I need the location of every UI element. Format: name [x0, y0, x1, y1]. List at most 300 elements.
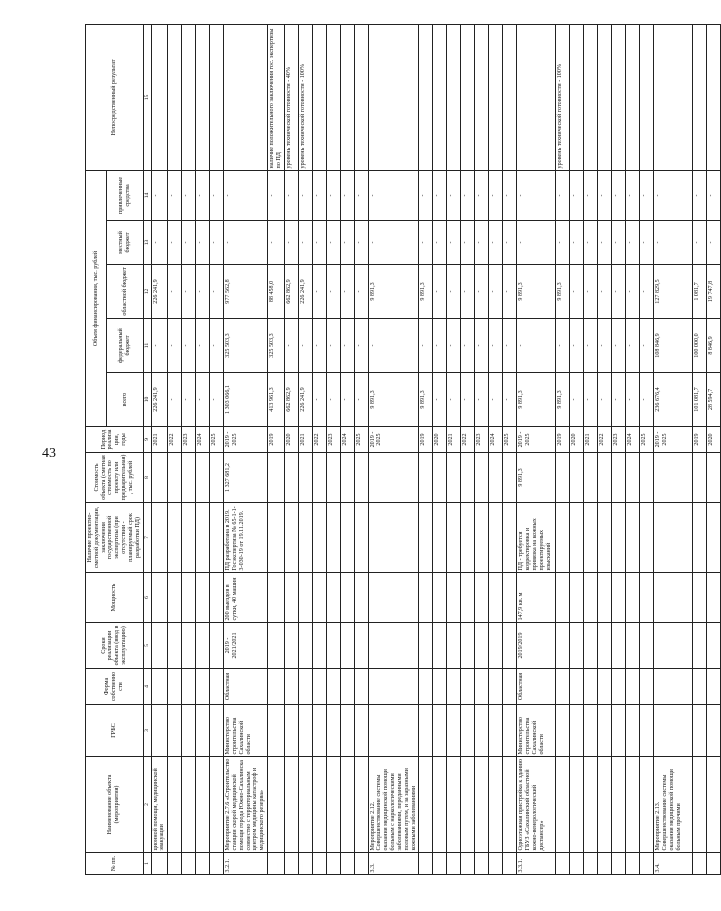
capacity-cell: [168, 573, 182, 623]
funding-external-cell: -: [298, 170, 312, 220]
object-name-cell: [168, 757, 182, 853]
funding-local-cell: -: [489, 221, 503, 265]
object-name-cell: Мероприятие 2.7.6 «Строительство станции скорой медицинской помощи города Южно-Сахалинска совместно с территориальным центром медицины катастроф и медицинского резерва»: [224, 757, 268, 853]
table-row: [517, 24, 556, 874]
funding-regional-cell: -: [626, 265, 640, 319]
capacity-cell: [570, 573, 584, 623]
header-year: Период реализации, годы: [86, 427, 144, 453]
table-row: [654, 24, 693, 874]
year-cell: 2023: [182, 427, 196, 453]
funding-external-cell: -: [503, 170, 517, 220]
funding-local-cell: -: [312, 221, 326, 265]
table-row: [326, 24, 340, 874]
implementation-dates-cell: [489, 623, 503, 669]
funding-external-cell: -: [284, 170, 298, 220]
design-docs-cell: [419, 503, 433, 573]
object-name-cell: [693, 757, 707, 853]
design-docs-cell: [354, 503, 368, 573]
funding-local-cell: -: [517, 221, 556, 265]
ownership-form-cell: [151, 669, 168, 705]
object-name-cell: [298, 757, 312, 853]
year-cell: 2020: [707, 427, 721, 453]
funding-total-cell: 9 891,3: [556, 373, 570, 427]
header-funding: Объем финансирования, тыс. рублей: [86, 170, 107, 426]
table-row: [447, 24, 461, 874]
grbs-cell: [368, 705, 419, 757]
table-body: [151, 24, 721, 874]
row-number-cell: [598, 853, 612, 875]
result-cell: [503, 24, 517, 170]
object-name-cell: [707, 757, 721, 853]
year-cell: 2025: [640, 427, 654, 453]
row-number-cell: [182, 853, 196, 875]
result-cell: [419, 24, 433, 170]
table-row: [312, 24, 326, 874]
year-cell: 2024: [340, 427, 354, 453]
funding-federal-cell: -: [419, 319, 433, 373]
funding-regional-cell: 127 829,5: [654, 265, 693, 319]
funding-total-cell: -: [626, 373, 640, 427]
funding-local-cell: -: [570, 221, 584, 265]
object-cost-cell: [368, 453, 419, 503]
funding-total-cell: 236 676,4: [654, 373, 693, 427]
funding-regional-cell: 88 458,0: [268, 265, 285, 319]
ownership-form-cell: [284, 669, 298, 705]
funding-total-cell: -: [326, 373, 340, 427]
implementation-dates-cell: [312, 623, 326, 669]
funding-regional-cell: 226 241,9: [298, 265, 312, 319]
funding-federal-cell: -: [598, 319, 612, 373]
row-number-cell: [556, 853, 570, 875]
funding-external-cell: -: [419, 170, 433, 220]
row-number-cell: 3.2.1.: [224, 853, 268, 875]
grbs-cell: [340, 705, 354, 757]
row-number-cell: [298, 853, 312, 875]
column-index-cell: 3: [143, 705, 151, 757]
object-name-cell: [626, 757, 640, 853]
object-name-cell: [612, 757, 626, 853]
object-cost-cell: [268, 453, 285, 503]
object-name-cell: [556, 757, 570, 853]
grbs-cell: [151, 705, 168, 757]
funding-total-cell: 1 303 066,1: [224, 373, 268, 427]
funding-external-cell: -: [268, 170, 285, 220]
year-cell: 2019 - 2025: [368, 427, 419, 453]
grbs-cell: [284, 705, 298, 757]
funding-local-cell: -: [612, 221, 626, 265]
capacity-cell: [707, 573, 721, 623]
year-cell: 2019 - 2025: [224, 427, 268, 453]
implementation-dates-cell: [354, 623, 368, 669]
row-number-cell: [612, 853, 626, 875]
object-name-cell: ционной помощи, медицинской эвакуации: [151, 757, 168, 853]
table-row: [570, 24, 584, 874]
funding-regional-cell: -: [354, 265, 368, 319]
grbs-cell: [489, 705, 503, 757]
design-docs-cell: ПД разработана в 2019. Госэкспертиза № 65-1-1-3-030-19 от 19.11.2019.: [224, 503, 268, 573]
implementation-dates-cell: [570, 623, 584, 669]
result-cell: [433, 24, 447, 170]
capacity-cell: [461, 573, 475, 623]
design-docs-cell: [707, 503, 721, 573]
funding-external-cell: -: [475, 170, 489, 220]
table-row: [584, 24, 598, 874]
capacity-cell: [298, 573, 312, 623]
funding-federal-cell: -: [368, 319, 419, 373]
implementation-dates-cell: [368, 623, 419, 669]
funding-total-cell: -: [210, 373, 224, 427]
funding-federal-cell: 325 503,3: [224, 319, 268, 373]
rotated-table-wrapper: [85, 25, 715, 875]
header-local: местный бюджет: [107, 221, 143, 265]
year-cell: 2020: [570, 427, 584, 453]
table-row: [489, 24, 503, 874]
header-name: Наименование объекта (мероприятия): [86, 757, 144, 853]
result-cell: [447, 24, 461, 170]
object-cost-cell: [584, 453, 598, 503]
implementation-dates-cell: [326, 623, 340, 669]
object-cost-cell: [707, 453, 721, 503]
object-name-cell: [503, 757, 517, 853]
funding-federal-cell: -: [168, 319, 182, 373]
capacity-cell: [326, 573, 340, 623]
capacity-cell: [182, 573, 196, 623]
grbs-cell: [268, 705, 285, 757]
row-number-cell: [475, 853, 489, 875]
design-docs-cell: [368, 503, 419, 573]
object-cost-cell: [570, 453, 584, 503]
funding-external-cell: -: [354, 170, 368, 220]
funding-local-cell: -: [654, 221, 693, 265]
result-cell: уровень технической готовности - 100%: [556, 24, 570, 170]
year-cell: 2019: [693, 427, 707, 453]
capacity-cell: [368, 573, 419, 623]
capacity-cell: [612, 573, 626, 623]
row-number-cell: 3.4.: [654, 853, 693, 875]
funding-local-cell: -: [475, 221, 489, 265]
design-docs-cell: [598, 503, 612, 573]
object-name-cell: [268, 757, 285, 853]
funding-external-cell: -: [210, 170, 224, 220]
capacity-cell: [598, 573, 612, 623]
grbs-cell: [210, 705, 224, 757]
funding-total-cell: -: [489, 373, 503, 427]
row-number-cell: [447, 853, 461, 875]
funding-federal-cell: -: [489, 319, 503, 373]
object-cost-cell: 9 891,3: [517, 453, 556, 503]
funding-federal-cell: -: [182, 319, 196, 373]
design-docs-cell: [196, 503, 210, 573]
design-docs-cell: ПД - требуется корректировка и привязка на кожных проектируемых изысканий: [517, 503, 556, 573]
object-cost-cell: [626, 453, 640, 503]
row-number-cell: [354, 853, 368, 875]
result-cell: [340, 24, 354, 170]
object-name-cell: [640, 757, 654, 853]
capacity-cell: [354, 573, 368, 623]
object-cost-cell: [210, 453, 224, 503]
capacity-cell: 147,9 кв. м: [517, 573, 556, 623]
funding-local-cell: -: [419, 221, 433, 265]
ownership-form-cell: [312, 669, 326, 705]
implementation-dates-cell: [654, 623, 693, 669]
funding-regional-cell: 9 891,3: [368, 265, 419, 319]
grbs-cell: [654, 705, 693, 757]
funding-federal-cell: -: [584, 319, 598, 373]
capacity-cell: [268, 573, 285, 623]
funding-external-cell: -: [612, 170, 626, 220]
object-name-cell: [447, 757, 461, 853]
implementation-dates-cell: [196, 623, 210, 669]
object-cost-cell: [151, 453, 168, 503]
header-total: всего: [107, 373, 143, 427]
funding-federal-cell: -: [284, 319, 298, 373]
implementation-dates-cell: [461, 623, 475, 669]
header-cost: Стоимость объекта (сметная стоимость по проекту или предварительная), тыс. рублей: [86, 453, 144, 503]
funding-total-cell: -: [612, 373, 626, 427]
funding-local-cell: -: [268, 221, 285, 265]
header-dates: Сроки реализации объекта (ввод в эксплуатацию): [86, 623, 144, 669]
result-cell: [598, 24, 612, 170]
row-number-cell: [312, 853, 326, 875]
year-cell: 2021: [447, 427, 461, 453]
object-cost-cell: [503, 453, 517, 503]
table-row: [503, 24, 517, 874]
row-number-cell: [503, 853, 517, 875]
row-number-cell: [489, 853, 503, 875]
funding-regional-cell: -: [326, 265, 340, 319]
year-cell: 2022: [461, 427, 475, 453]
table-row: [475, 24, 489, 874]
table-row: [196, 24, 210, 874]
year-cell: 2025: [210, 427, 224, 453]
ownership-form-cell: [570, 669, 584, 705]
funding-total-cell: 101 081,7: [693, 373, 707, 427]
object-cost-cell: [654, 453, 693, 503]
object-cost-cell: [475, 453, 489, 503]
row-number-cell: [268, 853, 285, 875]
grbs-cell: [168, 705, 182, 757]
ownership-form-cell: [182, 669, 196, 705]
funding-local-cell: -: [503, 221, 517, 265]
object-name-cell: [489, 757, 503, 853]
capacity-cell: [340, 573, 354, 623]
result-cell: [354, 24, 368, 170]
column-index-cell: 1: [143, 853, 151, 875]
funding-federal-cell: -: [196, 319, 210, 373]
object-cost-cell: [182, 453, 196, 503]
result-cell: [517, 24, 556, 170]
object-name-cell: [598, 757, 612, 853]
funding-local-cell: -: [210, 221, 224, 265]
row-number-cell: [326, 853, 340, 875]
funding-regional-cell: -: [570, 265, 584, 319]
funding-regional-cell: 1 081,7: [693, 265, 707, 319]
funding-local-cell: -: [168, 221, 182, 265]
header-num: № пп.: [86, 853, 144, 875]
funding-total-cell: -: [475, 373, 489, 427]
header-federal: федеральный бюджет: [107, 319, 143, 373]
funding-federal-cell: -: [326, 319, 340, 373]
ownership-form-cell: [354, 669, 368, 705]
ownership-form-cell: [503, 669, 517, 705]
implementation-dates-cell: [419, 623, 433, 669]
capacity-cell: [626, 573, 640, 623]
object-cost-cell: [640, 453, 654, 503]
year-cell: 2019: [556, 427, 570, 453]
column-index-cell: 8: [143, 453, 151, 503]
funding-federal-cell: -: [461, 319, 475, 373]
ownership-form-cell: [612, 669, 626, 705]
object-name-cell: Мероприятие 2.13. Совершенствование системы оказания медицинской помощи больным прочими: [654, 757, 693, 853]
capacity-cell: [419, 573, 433, 623]
funding-local-cell: -: [707, 221, 721, 265]
object-name-cell: [419, 757, 433, 853]
implementation-dates-cell: [210, 623, 224, 669]
row-number-cell: [419, 853, 433, 875]
row-number-cell: [626, 853, 640, 875]
row-number-cell: 3.3.1.: [517, 853, 556, 875]
design-docs-cell: [268, 503, 285, 573]
object-name-cell: [475, 757, 489, 853]
design-docs-cell: [312, 503, 326, 573]
object-name-cell: [570, 757, 584, 853]
funding-regional-cell: -: [433, 265, 447, 319]
design-docs-cell: [503, 503, 517, 573]
result-cell: уровень технической готовности - 40%: [284, 24, 298, 170]
ownership-form-cell: [168, 669, 182, 705]
year-cell: 2024: [196, 427, 210, 453]
grbs-cell: [326, 705, 340, 757]
year-cell: 2024: [489, 427, 503, 453]
column-index-cell: 14: [143, 170, 151, 220]
result-cell: [475, 24, 489, 170]
year-cell: 2019 - 2025: [654, 427, 693, 453]
grbs-cell: [298, 705, 312, 757]
table-row: [182, 24, 196, 874]
row-number-cell: [210, 853, 224, 875]
funding-total-cell: -: [598, 373, 612, 427]
funding-external-cell: -: [326, 170, 340, 220]
year-cell: 2022: [598, 427, 612, 453]
object-name-cell: [196, 757, 210, 853]
funding-regional-cell: -: [612, 265, 626, 319]
year-cell: 2021: [584, 427, 598, 453]
funding-total-cell: -: [182, 373, 196, 427]
implementation-dates-cell: [182, 623, 196, 669]
object-name-cell: [326, 757, 340, 853]
row-number-cell: [284, 853, 298, 875]
object-cost-cell: [196, 453, 210, 503]
result-cell: [584, 24, 598, 170]
grbs-cell: [475, 705, 489, 757]
ownership-form-cell: [326, 669, 340, 705]
capacity-cell: [284, 573, 298, 623]
table-row: [707, 24, 721, 874]
capacity-cell: [556, 573, 570, 623]
funding-total-cell: 226 241,9: [151, 373, 168, 427]
funding-total-cell: 413 961,3: [268, 373, 285, 427]
object-name-cell: [433, 757, 447, 853]
column-index-cell: 5: [143, 623, 151, 669]
object-cost-cell: [461, 453, 475, 503]
funding-federal-cell: -: [556, 319, 570, 373]
funding-local-cell: -: [693, 221, 707, 265]
implementation-dates-cell: 2019/2019: [517, 623, 556, 669]
object-cost-cell: [433, 453, 447, 503]
column-index-cell: 7: [143, 503, 151, 573]
result-cell: [612, 24, 626, 170]
year-cell: 2019: [268, 427, 285, 453]
implementation-dates-cell: [626, 623, 640, 669]
ownership-form-cell: Областная: [224, 669, 268, 705]
grbs-cell: [447, 705, 461, 757]
result-cell: [326, 24, 340, 170]
object-cost-cell: [298, 453, 312, 503]
ownership-form-cell: [640, 669, 654, 705]
result-cell: [151, 24, 168, 170]
object-cost-cell: [612, 453, 626, 503]
design-docs-cell: [210, 503, 224, 573]
design-docs-cell: [168, 503, 182, 573]
object-cost-cell: [447, 453, 461, 503]
row-number-cell: [570, 853, 584, 875]
funding-total-cell: -: [433, 373, 447, 427]
implementation-dates-cell: [503, 623, 517, 669]
table-row: [368, 24, 419, 874]
funding-regional-cell: 9 891,3: [556, 265, 570, 319]
grbs-cell: [182, 705, 196, 757]
implementation-dates-cell: 2019 - 2021/2021: [224, 623, 268, 669]
funding-regional-cell: 977 562,8: [224, 265, 268, 319]
ownership-form-cell: [210, 669, 224, 705]
column-index-cell: 2: [143, 757, 151, 853]
ownership-form-cell: [654, 669, 693, 705]
ownership-form-cell: Областная: [517, 669, 556, 705]
table-row: [433, 24, 447, 874]
implementation-dates-cell: [707, 623, 721, 669]
funding-total-cell: 28 594,7: [707, 373, 721, 427]
result-cell: наличие положительного заключения гос. экспертизы по ПД: [268, 24, 285, 170]
funding-federal-cell: -: [640, 319, 654, 373]
object-name-cell: [210, 757, 224, 853]
capacity-cell: [489, 573, 503, 623]
funding-federal-cell: -: [447, 319, 461, 373]
funding-external-cell: -: [626, 170, 640, 220]
table-row: [298, 24, 312, 874]
result-cell: [210, 24, 224, 170]
ownership-form-cell: [598, 669, 612, 705]
funding-local-cell: -: [598, 221, 612, 265]
funding-external-cell: -: [151, 170, 168, 220]
header-docs: Наличие проектно-сметной документации, заключения государственной экспертизы (при отсутствии - планируемый срок разработки ПД): [86, 503, 144, 573]
funding-local-cell: -: [354, 221, 368, 265]
funding-total-cell: 662 862,9: [284, 373, 298, 427]
grbs-cell: [196, 705, 210, 757]
year-cell: 2019: [419, 427, 433, 453]
design-docs-cell: [612, 503, 626, 573]
funding-federal-cell: -: [210, 319, 224, 373]
design-docs-cell: [340, 503, 354, 573]
ownership-form-cell: [340, 669, 354, 705]
object-name-cell: [284, 757, 298, 853]
ownership-form-cell: [368, 669, 419, 705]
funding-federal-cell: -: [433, 319, 447, 373]
funding-regional-cell: -: [598, 265, 612, 319]
row-number-cell: [196, 853, 210, 875]
header-grbs: ГРБС: [86, 705, 144, 757]
row-number-cell: [584, 853, 598, 875]
design-docs-cell: [626, 503, 640, 573]
